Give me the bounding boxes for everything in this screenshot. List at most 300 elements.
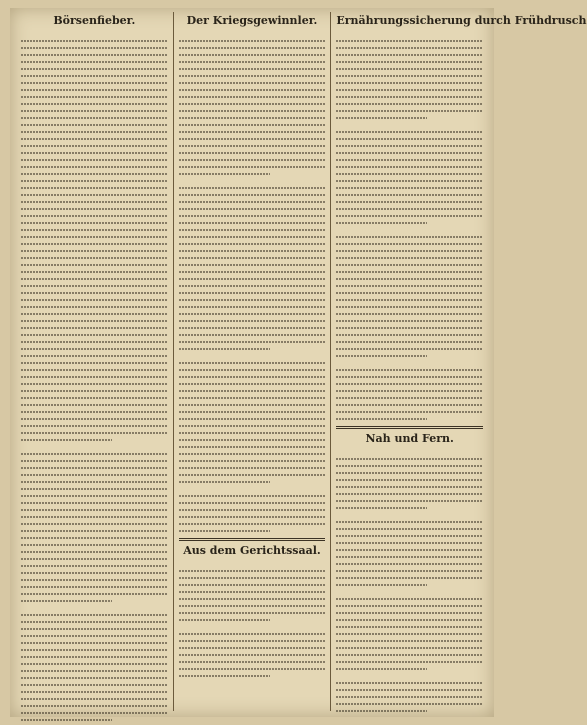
paragraph bbox=[179, 485, 326, 492]
text-line-placeholder bbox=[179, 492, 326, 499]
text-line-placeholder bbox=[336, 149, 483, 156]
text-lines bbox=[336, 518, 483, 588]
headline: Börsenfieber. bbox=[53, 14, 136, 27]
text-line-placeholder bbox=[179, 51, 326, 58]
text-line-placeholder bbox=[336, 205, 483, 212]
text-line-placeholder bbox=[336, 142, 483, 149]
text-line-placeholder bbox=[336, 212, 483, 219]
text-line-placeholder bbox=[336, 86, 483, 93]
text-line-placeholder bbox=[179, 240, 326, 247]
text-line-placeholder bbox=[179, 100, 326, 107]
paragraph bbox=[179, 560, 326, 567]
text-line-placeholder bbox=[336, 247, 483, 254]
text-line-placeholder bbox=[21, 51, 168, 58]
text-line-placeholder bbox=[21, 128, 168, 135]
text-lines bbox=[336, 679, 483, 714]
text-line-placeholder bbox=[336, 163, 483, 170]
article-body bbox=[336, 30, 483, 422]
text-line-placeholder bbox=[336, 233, 483, 240]
text-lines bbox=[179, 567, 326, 623]
text-line-placeholder bbox=[179, 429, 326, 436]
article-kriegsgewinnler bbox=[179, 15, 326, 534]
text-line-placeholder bbox=[21, 415, 168, 422]
text-line-placeholder bbox=[21, 198, 168, 205]
paragraph bbox=[21, 30, 168, 37]
text-line-placeholder bbox=[336, 707, 427, 714]
text-line-placeholder bbox=[336, 415, 427, 422]
article-body bbox=[21, 30, 168, 723]
text-line-placeholder bbox=[336, 567, 483, 574]
text-line-placeholder bbox=[179, 595, 326, 602]
text-line-placeholder bbox=[21, 695, 168, 702]
text-line-placeholder bbox=[336, 114, 427, 121]
text-line-placeholder bbox=[21, 177, 168, 184]
text-line-placeholder bbox=[179, 436, 326, 443]
text-line-placeholder bbox=[21, 317, 168, 324]
text-line-placeholder bbox=[179, 366, 326, 373]
text-line-placeholder bbox=[179, 282, 326, 289]
text-line-placeholder bbox=[336, 518, 483, 525]
text-line-placeholder bbox=[179, 602, 326, 609]
text-line-placeholder bbox=[21, 471, 168, 478]
text-line-placeholder bbox=[336, 100, 483, 107]
text-line-placeholder bbox=[179, 450, 326, 457]
text-line-placeholder bbox=[336, 107, 483, 114]
text-line-placeholder bbox=[179, 317, 326, 324]
text-line-placeholder bbox=[179, 219, 326, 226]
text-line-placeholder bbox=[21, 401, 168, 408]
article-boersenfieber bbox=[21, 15, 168, 723]
text-line-placeholder bbox=[21, 674, 168, 681]
text-line-placeholder bbox=[21, 485, 168, 492]
text-line-placeholder bbox=[21, 576, 168, 583]
text-lines bbox=[336, 595, 483, 672]
text-line-placeholder bbox=[336, 44, 483, 51]
text-line-placeholder bbox=[179, 464, 326, 471]
text-line-placeholder bbox=[179, 37, 326, 44]
text-line-placeholder bbox=[179, 387, 326, 394]
text-line-placeholder bbox=[21, 527, 168, 534]
text-line-placeholder bbox=[336, 394, 483, 401]
text-line-placeholder bbox=[179, 672, 270, 679]
paragraph bbox=[336, 30, 483, 37]
text-lines bbox=[336, 455, 483, 511]
text-line-placeholder bbox=[21, 618, 168, 625]
column-3 bbox=[330, 12, 587, 711]
text-line-placeholder bbox=[179, 296, 326, 303]
text-lines bbox=[179, 359, 326, 485]
text-line-placeholder bbox=[21, 541, 168, 548]
text-line-placeholder bbox=[336, 282, 483, 289]
text-line-placeholder bbox=[21, 702, 168, 709]
paragraph bbox=[179, 30, 326, 37]
newspaper-page bbox=[10, 8, 587, 717]
text-line-placeholder bbox=[21, 107, 168, 114]
article-body bbox=[336, 448, 483, 714]
text-line-placeholder bbox=[21, 149, 168, 156]
text-line-placeholder bbox=[336, 254, 483, 261]
text-line-placeholder bbox=[336, 651, 483, 658]
headline: Der Kriegsgewinnler. bbox=[186, 14, 318, 27]
paragraph bbox=[21, 443, 168, 450]
text-line-placeholder bbox=[179, 513, 326, 520]
text-line-placeholder bbox=[336, 289, 483, 296]
text-line-placeholder bbox=[336, 539, 483, 546]
text-line-placeholder bbox=[179, 275, 326, 282]
text-line-placeholder bbox=[179, 408, 326, 415]
text-line-placeholder bbox=[179, 156, 326, 163]
column-2 bbox=[173, 12, 331, 711]
text-line-placeholder bbox=[179, 415, 326, 422]
text-line-placeholder bbox=[336, 65, 483, 72]
text-line-placeholder bbox=[21, 583, 168, 590]
text-line-placeholder bbox=[179, 149, 326, 156]
text-line-placeholder bbox=[21, 247, 168, 254]
text-line-placeholder bbox=[21, 450, 168, 457]
text-line-placeholder bbox=[179, 471, 326, 478]
text-line-placeholder bbox=[336, 303, 483, 310]
text-line-placeholder bbox=[21, 352, 168, 359]
text-line-placeholder bbox=[21, 226, 168, 233]
text-line-placeholder bbox=[21, 58, 168, 65]
text-line-placeholder bbox=[21, 65, 168, 72]
text-line-placeholder bbox=[21, 478, 168, 485]
text-line-placeholder bbox=[21, 520, 168, 527]
text-line-placeholder bbox=[336, 296, 483, 303]
text-line-placeholder bbox=[336, 469, 483, 476]
text-line-placeholder bbox=[21, 646, 168, 653]
text-line-placeholder bbox=[336, 581, 427, 588]
text-lines bbox=[336, 128, 483, 226]
text-line-placeholder bbox=[336, 177, 483, 184]
text-line-placeholder bbox=[179, 581, 326, 588]
text-line-placeholder bbox=[21, 513, 168, 520]
text-line-placeholder bbox=[21, 597, 112, 604]
text-line-placeholder bbox=[336, 198, 483, 205]
text-line-placeholder bbox=[21, 296, 168, 303]
text-line-placeholder bbox=[336, 525, 483, 532]
text-line-placeholder bbox=[21, 457, 168, 464]
text-line-placeholder bbox=[179, 574, 326, 581]
text-line-placeholder bbox=[336, 595, 483, 602]
text-line-placeholder bbox=[21, 709, 168, 716]
text-line-placeholder bbox=[336, 93, 483, 100]
text-line-placeholder bbox=[179, 135, 326, 142]
text-line-placeholder bbox=[179, 616, 270, 623]
text-line-placeholder bbox=[21, 555, 168, 562]
text-line-placeholder bbox=[336, 366, 483, 373]
text-line-placeholder bbox=[21, 121, 168, 128]
text-line-placeholder bbox=[21, 429, 168, 436]
text-line-placeholder bbox=[21, 387, 168, 394]
text-line-placeholder bbox=[336, 219, 427, 226]
text-line-placeholder bbox=[179, 170, 270, 177]
text-line-placeholder bbox=[21, 72, 168, 79]
text-line-placeholder bbox=[179, 303, 326, 310]
text-line-placeholder bbox=[336, 373, 483, 380]
text-line-placeholder bbox=[336, 380, 483, 387]
text-lines bbox=[21, 611, 168, 723]
text-line-placeholder bbox=[336, 338, 483, 345]
text-line-placeholder bbox=[179, 191, 326, 198]
column-container bbox=[16, 12, 587, 711]
text-line-placeholder bbox=[336, 574, 483, 581]
text-line-placeholder bbox=[336, 170, 483, 177]
text-line-placeholder bbox=[21, 184, 168, 191]
text-line-placeholder bbox=[336, 553, 483, 560]
text-line-placeholder bbox=[336, 331, 483, 338]
text-line-placeholder bbox=[336, 51, 483, 58]
text-line-placeholder bbox=[179, 520, 326, 527]
text-line-placeholder bbox=[336, 184, 483, 191]
text-line-placeholder bbox=[336, 504, 427, 511]
text-line-placeholder bbox=[336, 268, 483, 275]
text-line-placeholder bbox=[21, 310, 168, 317]
text-line-placeholder bbox=[179, 205, 326, 212]
text-line-placeholder bbox=[21, 422, 168, 429]
text-line-placeholder bbox=[21, 548, 168, 555]
text-line-placeholder bbox=[336, 623, 483, 630]
text-line-placeholder bbox=[179, 289, 326, 296]
text-line-placeholder bbox=[336, 191, 483, 198]
text-line-placeholder bbox=[21, 366, 168, 373]
text-line-placeholder bbox=[21, 660, 168, 667]
text-line-placeholder bbox=[21, 86, 168, 93]
text-line-placeholder bbox=[21, 464, 168, 471]
text-line-placeholder bbox=[336, 317, 483, 324]
section-divider bbox=[179, 538, 326, 541]
paragraph bbox=[336, 588, 483, 595]
text-line-placeholder bbox=[21, 219, 168, 226]
paragraph bbox=[336, 121, 483, 128]
text-line-placeholder bbox=[21, 534, 168, 541]
article-fruehdrusch bbox=[336, 14, 587, 422]
text-line-placeholder bbox=[179, 665, 326, 672]
text-line-placeholder bbox=[179, 567, 326, 574]
text-lines bbox=[179, 630, 326, 679]
text-line-placeholder bbox=[179, 630, 326, 637]
paragraph bbox=[336, 448, 483, 455]
text-line-placeholder bbox=[21, 275, 168, 282]
text-line-placeholder bbox=[21, 212, 168, 219]
text-line-placeholder bbox=[179, 261, 326, 268]
text-line-placeholder bbox=[336, 497, 483, 504]
article-nah-und-fern bbox=[336, 433, 483, 714]
text-line-placeholder bbox=[336, 401, 483, 408]
text-line-placeholder bbox=[21, 394, 168, 401]
text-line-placeholder bbox=[21, 156, 168, 163]
text-line-placeholder bbox=[336, 658, 483, 665]
section-divider bbox=[336, 426, 483, 429]
text-line-placeholder bbox=[336, 387, 483, 394]
text-line-placeholder bbox=[179, 114, 326, 121]
text-line-placeholder bbox=[179, 142, 326, 149]
text-line-placeholder bbox=[336, 37, 483, 44]
headline: Nah und Fern. bbox=[365, 432, 454, 446]
text-line-placeholder bbox=[179, 338, 326, 345]
text-line-placeholder bbox=[21, 590, 168, 597]
text-line-placeholder bbox=[21, 359, 168, 366]
text-line-placeholder bbox=[179, 644, 326, 651]
text-line-placeholder bbox=[336, 275, 483, 282]
text-line-placeholder bbox=[336, 609, 483, 616]
text-line-placeholder bbox=[179, 163, 326, 170]
text-line-placeholder bbox=[336, 352, 427, 359]
text-line-placeholder bbox=[21, 142, 168, 149]
text-line-placeholder bbox=[336, 135, 483, 142]
text-line-placeholder bbox=[21, 261, 168, 268]
text-line-placeholder bbox=[179, 79, 326, 86]
text-line-placeholder bbox=[336, 476, 483, 483]
headline: Aus dem Gerichtssaal. bbox=[183, 544, 321, 558]
text-line-placeholder bbox=[336, 490, 483, 497]
text-line-placeholder bbox=[179, 44, 326, 51]
paragraph bbox=[21, 604, 168, 611]
text-lines bbox=[179, 184, 326, 352]
text-line-placeholder bbox=[21, 303, 168, 310]
text-line-placeholder bbox=[336, 532, 483, 539]
text-line-placeholder bbox=[179, 401, 326, 408]
text-line-placeholder bbox=[179, 394, 326, 401]
text-line-placeholder bbox=[179, 609, 326, 616]
text-line-placeholder bbox=[336, 345, 483, 352]
text-lines bbox=[179, 492, 326, 534]
text-line-placeholder bbox=[179, 226, 326, 233]
text-line-placeholder bbox=[179, 58, 326, 65]
text-line-placeholder bbox=[21, 44, 168, 51]
text-line-placeholder bbox=[179, 268, 326, 275]
text-line-placeholder bbox=[336, 310, 483, 317]
paragraph bbox=[179, 352, 326, 359]
paragraph bbox=[179, 177, 326, 184]
text-line-placeholder bbox=[179, 93, 326, 100]
text-line-placeholder bbox=[179, 212, 326, 219]
text-line-placeholder bbox=[336, 455, 483, 462]
text-line-placeholder bbox=[21, 408, 168, 415]
text-line-placeholder bbox=[21, 716, 112, 723]
paragraph bbox=[336, 672, 483, 679]
text-line-placeholder bbox=[336, 693, 483, 700]
article-body bbox=[179, 30, 326, 534]
text-line-placeholder bbox=[179, 254, 326, 261]
text-line-placeholder bbox=[21, 506, 168, 513]
text-line-placeholder bbox=[336, 602, 483, 609]
column-1 bbox=[16, 12, 173, 711]
text-line-placeholder bbox=[179, 233, 326, 240]
text-line-placeholder bbox=[21, 345, 168, 352]
text-line-placeholder bbox=[21, 135, 168, 142]
text-line-placeholder bbox=[21, 254, 168, 261]
text-lines bbox=[21, 37, 168, 443]
text-line-placeholder bbox=[21, 205, 168, 212]
text-line-placeholder bbox=[21, 114, 168, 121]
text-line-placeholder bbox=[179, 422, 326, 429]
text-line-placeholder bbox=[21, 331, 168, 338]
text-line-placeholder bbox=[336, 483, 483, 490]
text-line-placeholder bbox=[21, 436, 112, 443]
text-line-placeholder bbox=[336, 156, 483, 163]
text-line-placeholder bbox=[179, 121, 326, 128]
text-line-placeholder bbox=[21, 170, 168, 177]
text-line-placeholder bbox=[179, 651, 326, 658]
text-line-placeholder bbox=[179, 658, 326, 665]
text-line-placeholder bbox=[179, 359, 326, 366]
text-line-placeholder bbox=[336, 630, 483, 637]
text-line-placeholder bbox=[179, 198, 326, 205]
text-line-placeholder bbox=[179, 86, 326, 93]
text-line-placeholder bbox=[179, 247, 326, 254]
text-line-placeholder bbox=[179, 72, 326, 79]
paragraph bbox=[336, 226, 483, 233]
text-line-placeholder bbox=[179, 506, 326, 513]
text-line-placeholder bbox=[336, 462, 483, 469]
text-line-placeholder bbox=[21, 163, 168, 170]
text-line-placeholder bbox=[21, 100, 168, 107]
text-line-placeholder bbox=[21, 37, 168, 44]
text-line-placeholder bbox=[21, 289, 168, 296]
text-line-placeholder bbox=[21, 240, 168, 247]
text-line-placeholder bbox=[21, 499, 168, 506]
text-lines bbox=[336, 37, 483, 121]
text-line-placeholder bbox=[179, 331, 326, 338]
text-line-placeholder bbox=[21, 681, 168, 688]
text-line-placeholder bbox=[21, 688, 168, 695]
text-line-placeholder bbox=[21, 282, 168, 289]
text-line-placeholder bbox=[179, 345, 270, 352]
text-line-placeholder bbox=[21, 611, 168, 618]
text-line-placeholder bbox=[179, 478, 270, 485]
paragraph bbox=[336, 359, 483, 366]
text-line-placeholder bbox=[21, 667, 168, 674]
text-line-placeholder bbox=[336, 637, 483, 644]
text-line-placeholder bbox=[336, 679, 483, 686]
text-line-placeholder bbox=[21, 338, 168, 345]
text-line-placeholder bbox=[336, 79, 483, 86]
text-line-placeholder bbox=[21, 632, 168, 639]
text-lines bbox=[21, 450, 168, 604]
text-line-placeholder bbox=[179, 443, 326, 450]
text-lines bbox=[179, 37, 326, 177]
text-line-placeholder bbox=[21, 653, 168, 660]
text-line-placeholder bbox=[21, 93, 168, 100]
text-line-placeholder bbox=[179, 499, 326, 506]
text-line-placeholder bbox=[179, 324, 326, 331]
text-line-placeholder bbox=[336, 700, 483, 707]
text-line-placeholder bbox=[179, 380, 326, 387]
article-gerichtssaal bbox=[179, 545, 326, 679]
text-line-placeholder bbox=[21, 79, 168, 86]
text-line-placeholder bbox=[179, 128, 326, 135]
text-line-placeholder bbox=[21, 639, 168, 646]
text-line-placeholder bbox=[179, 637, 326, 644]
headline: Ernährungssicherung durch Frühdrusch bbox=[336, 14, 587, 27]
text-line-placeholder bbox=[21, 324, 168, 331]
text-line-placeholder bbox=[336, 324, 483, 331]
text-line-placeholder bbox=[336, 665, 427, 672]
text-line-placeholder bbox=[21, 233, 168, 240]
text-line-placeholder bbox=[179, 588, 326, 595]
text-line-placeholder bbox=[21, 625, 168, 632]
text-line-placeholder bbox=[336, 58, 483, 65]
text-line-placeholder bbox=[336, 128, 483, 135]
text-line-placeholder bbox=[336, 546, 483, 553]
paragraph bbox=[336, 511, 483, 518]
text-line-placeholder bbox=[21, 268, 168, 275]
text-line-placeholder bbox=[336, 72, 483, 79]
text-line-placeholder bbox=[336, 644, 483, 651]
text-lines bbox=[336, 233, 483, 359]
text-line-placeholder bbox=[21, 562, 168, 569]
